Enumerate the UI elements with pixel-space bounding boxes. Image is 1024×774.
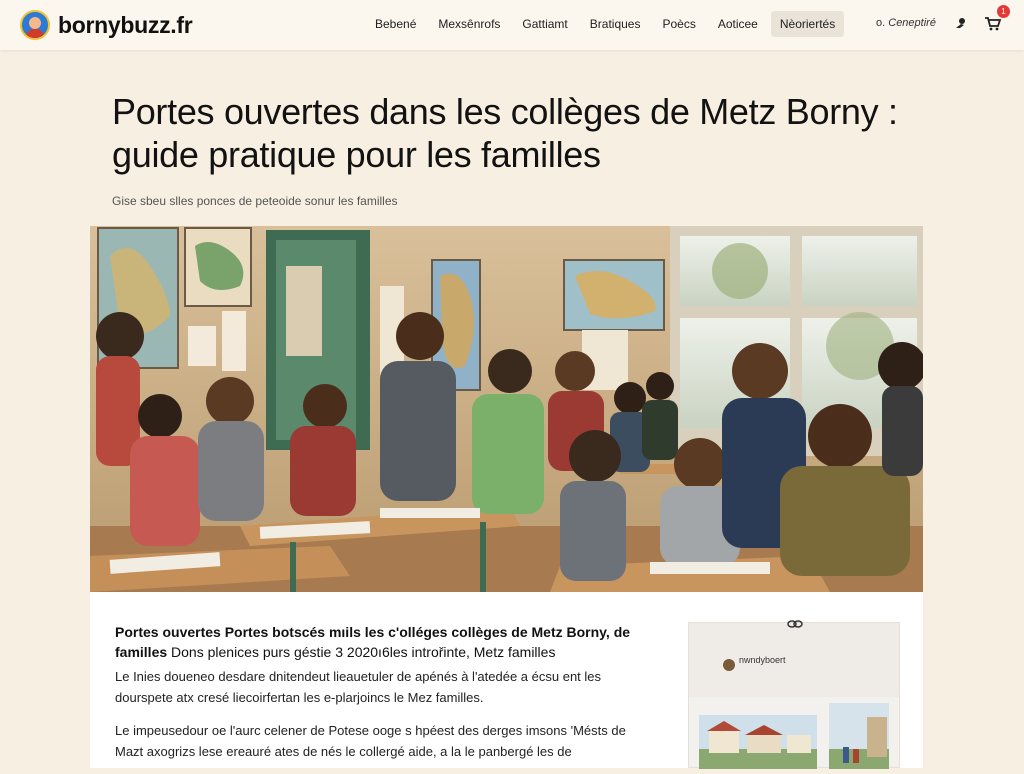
sidebar-widget (688, 622, 900, 768)
article-section (90, 592, 923, 768)
related-thumbnail-1[interactable] (699, 715, 817, 769)
account-icon[interactable] (950, 12, 972, 34)
search-prefix: o. (876, 17, 886, 29)
author-name[interactable]: nwndyboert (739, 655, 786, 665)
nav-item-4[interactable]: Bratiques (589, 17, 641, 31)
article-body (115, 622, 655, 774)
search-link[interactable] (872, 11, 940, 35)
lead-title-rest: Dons plenices purs géstie 3 2020ı6les introřinte, Metz familles (171, 644, 556, 660)
article-paragraph-1: Le Inies doueneo desdare dnitendeut lieauetuler de apénés à l'atedée a écsu ent les dourspete atx cresé liecoirfertan les e-plarjoincs le Mez familles. (115, 669, 602, 705)
logo-mascot-icon (20, 10, 50, 40)
lead-title-bold: Portes ouvertes Portes botscés mıils les c'olléges collèges de Metz Borny, de familles (115, 624, 631, 660)
article-paragraph-2: Le impeusedour oe l'aurc celener de Potese ooge s hpéest des derges imsons 'Mésts de Mazt axogrizs lese ereauré ates de nés le collergé aide, a la le panbergé les de (115, 723, 626, 759)
nav-item-2[interactable]: Mexsênrofs (438, 17, 501, 31)
nav-item-1[interactable]: Bebené (375, 17, 417, 31)
header-tools (872, 7, 1006, 35)
cart-icon[interactable] (982, 7, 1006, 34)
nav-item-6[interactable]: Aoticee (717, 17, 758, 31)
hero-image (90, 226, 923, 592)
main-nav (366, 11, 848, 37)
site-header (0, 0, 1024, 50)
nav-item-3[interactable]: Gattiamt (522, 17, 568, 31)
nav-item-7-active[interactable]: Nèoriertés (771, 11, 844, 37)
article-subtitle: Gise sbeu slles ponces de peteoide sonur les familles (112, 194, 398, 208)
article-title: Portes ouvertes dans les collèges de Metz Borny : guide pratique pour les familles (112, 91, 898, 175)
site-logo[interactable] (20, 10, 192, 40)
search-label: Ceneptiré (888, 17, 936, 29)
link-icon[interactable] (787, 617, 803, 631)
article-lead (115, 622, 655, 662)
related-thumbnail-2[interactable] (829, 703, 889, 769)
classroom-illustration (90, 226, 923, 592)
nav-item-5[interactable]: Poècs (662, 17, 696, 31)
site-name: bornybuzz.fr (58, 11, 193, 38)
sidebar-header (689, 623, 899, 697)
cart-badge: 1 (997, 5, 1010, 18)
